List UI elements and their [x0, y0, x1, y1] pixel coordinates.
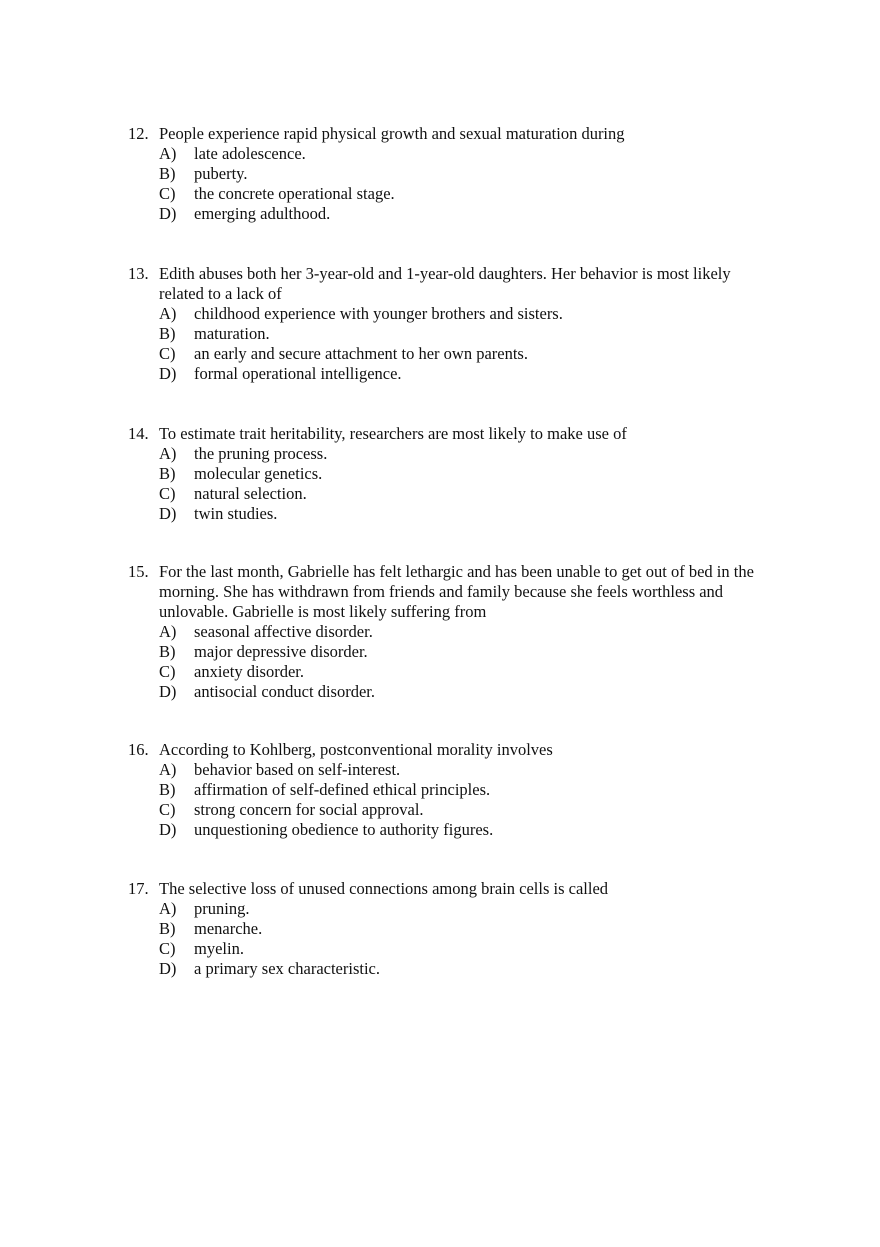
option-c — [159, 662, 768, 682]
option-letter: B) — [159, 780, 176, 799]
option-c — [159, 800, 768, 820]
option-text: the pruning process. — [194, 444, 328, 463]
option-a — [159, 760, 768, 780]
option-letter: B) — [159, 324, 176, 343]
option-d — [159, 959, 768, 979]
question-16 — [128, 740, 768, 840]
question-stem — [128, 562, 768, 622]
option-text: seasonal affective disorder. — [194, 622, 373, 641]
option-letter: D) — [159, 820, 177, 839]
option-text: an early and secure attachment to her own parents. — [194, 344, 528, 363]
option-a — [159, 899, 768, 919]
option-text: childhood experience with younger brothers and sisters. — [194, 304, 563, 323]
option-text: pruning. — [194, 899, 250, 918]
option-c — [159, 484, 768, 504]
question-text: According to Kohlberg, postconventional morality involves — [159, 740, 553, 759]
option-text: antisocial conduct disorder. — [194, 682, 375, 701]
option-d — [159, 682, 768, 702]
option-letter: A) — [159, 304, 177, 323]
option-b — [159, 164, 768, 184]
option-a — [159, 444, 768, 464]
option-text: late adolescence. — [194, 144, 306, 163]
question-stem — [128, 264, 768, 304]
option-d — [159, 364, 768, 384]
option-text: behavior based on self-interest. — [194, 760, 401, 779]
question-text: The selective loss of unused connections among brain cells is called — [159, 879, 609, 898]
option-text: affirmation of self-defined ethical principles. — [194, 780, 491, 799]
option-text: menarche. — [194, 919, 263, 938]
question-17 — [128, 879, 768, 979]
question-number: 15. — [128, 562, 149, 581]
option-letter: C) — [159, 484, 176, 503]
option-a — [159, 144, 768, 164]
option-letter: D) — [159, 682, 177, 701]
option-b — [159, 780, 768, 800]
option-letter: A) — [159, 622, 177, 641]
option-letter: C) — [159, 939, 176, 958]
option-c — [159, 939, 768, 959]
option-text: myelin. — [194, 939, 244, 958]
option-text: maturation. — [194, 324, 270, 343]
option-letter: A) — [159, 760, 177, 779]
option-text: unquestioning obedience to authority figures. — [194, 820, 494, 839]
question-stem — [128, 424, 768, 444]
option-letter: A) — [159, 899, 177, 918]
option-b — [159, 642, 768, 662]
option-d — [159, 504, 768, 524]
option-text: anxiety disorder. — [194, 662, 304, 681]
option-c — [159, 344, 768, 364]
question-13 — [128, 264, 768, 384]
option-letter: C) — [159, 184, 176, 203]
option-letter: B) — [159, 919, 176, 938]
question-14 — [128, 424, 768, 524]
option-b — [159, 324, 768, 344]
option-letter: D) — [159, 959, 177, 978]
option-text: molecular genetics. — [194, 464, 323, 483]
question-15 — [128, 562, 768, 702]
question-12 — [128, 124, 768, 224]
option-letter: C) — [159, 662, 176, 681]
question-number: 13. — [128, 264, 149, 283]
question-number: 16. — [128, 740, 149, 759]
option-d — [159, 204, 768, 224]
option-c — [159, 184, 768, 204]
option-b — [159, 464, 768, 484]
option-text: a primary sex characteristic. — [194, 959, 380, 978]
option-letter: D) — [159, 364, 177, 383]
option-letter: B) — [159, 642, 176, 661]
question-number: 14. — [128, 424, 149, 443]
question-text: People experience rapid physical growth and sexual maturation during — [159, 124, 625, 143]
question-number: 17. — [128, 879, 149, 898]
question-text: To estimate trait heritability, researchers are most likely to make use of — [159, 424, 627, 443]
question-stem — [128, 124, 768, 144]
option-a — [159, 622, 768, 642]
question-stem — [128, 879, 768, 899]
option-letter: B) — [159, 464, 176, 483]
option-text: strong concern for social approval. — [194, 800, 424, 819]
option-text: puberty. — [194, 164, 248, 183]
option-letter: A) — [159, 144, 177, 163]
option-letter: C) — [159, 344, 176, 363]
question-text: Edith abuses both her 3-year-old and 1-year-old daughters. Her behavior is most likely related to a lack of — [159, 264, 731, 303]
option-b — [159, 919, 768, 939]
question-stem — [128, 740, 768, 760]
option-text: natural selection. — [194, 484, 307, 503]
option-text: the concrete operational stage. — [194, 184, 395, 203]
option-a — [159, 304, 768, 324]
option-letter: D) — [159, 504, 177, 523]
option-letter: B) — [159, 164, 176, 183]
option-text: formal operational intelligence. — [194, 364, 402, 383]
question-text: For the last month, Gabrielle has felt lethargic and has been unable to get out of bed in the morning. She has withdrawn from friends and family because she feels worthless and unlovable. Gabrielle is most likely suffering from — [159, 562, 754, 621]
option-letter: D) — [159, 204, 177, 223]
option-text: major depressive disorder. — [194, 642, 368, 661]
option-letter: C) — [159, 800, 176, 819]
option-d — [159, 820, 768, 840]
option-letter: A) — [159, 444, 177, 463]
question-number: 12. — [128, 124, 149, 143]
option-text: emerging adulthood. — [194, 204, 331, 223]
option-text: twin studies. — [194, 504, 278, 523]
